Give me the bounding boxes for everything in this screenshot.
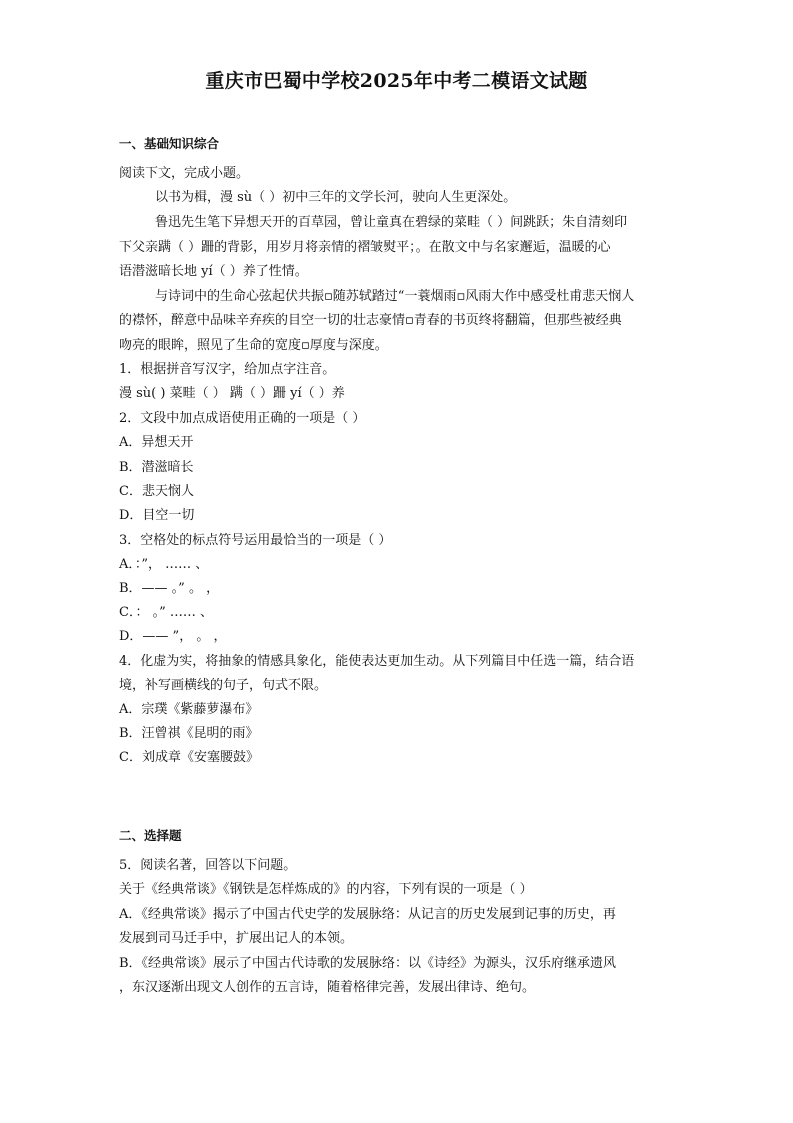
passage-line: 语潜滋暗长地 yí（ ）养了性情。 [119,264,308,279]
passage-line: 吻亮的眼眸，照见了生命的宽度▫厚度与深度。 [119,338,388,353]
question-4-option: C．刘成章《安塞腰鼓》 [119,750,259,765]
question-2: 2．文段中加点成语使用正确的一项是（ ） [119,411,366,426]
question-1: 1．根据拼音写汉字，给加点字注音。 [119,362,336,377]
section-heading-basics: 一、基础知识综合 [119,136,220,151]
document-title: 重庆市巴蜀中学校2025年中考二模语文试题 [205,70,588,92]
question-4: 4．化虚为实，将抽象的情感具象化，能使表达更加生动。从下列篇目中任选一篇，结合语 [119,654,635,669]
question-5-stem: 关于《经典常谈》《钢铁是怎样炼成的》的内容，下列有误的一项是（ ） [119,882,533,897]
reading-instruction: 阅读下文，完成小题。 [119,166,250,181]
question-3-option: D．—— ”， 。 ， [119,629,227,644]
question-3-option: B．—— 。” 。 ， [119,581,220,596]
passage-line: 下父亲蹒（ ）跚的背影，用岁月将亲情的褶皱熨平；。在散文中与名家邂逅，温暖的心 [119,240,611,255]
question-3: 3．空格处的标点符号运用最恰当的一项是（ ） [119,533,392,548]
question-5-option-b-cont: ，东汉逐渐出现文人创作的五言诗，随着格律完善，发展出律诗、绝句。 [119,980,536,995]
question-2-option: C．悲天悯人 [119,484,194,499]
question-5-option-a-cont: 发展到司马迁手中，扩展出记人的本领。 [119,931,354,946]
question-1-blanks: 漫 sù( ) 菜畦（ ） 蹒（ ）跚 yí（ ）养 [119,386,345,401]
question-2-option: A．异想天开 [119,435,194,450]
passage-line: 鲁迅先生笔下异想天开的百草园，曾让童真在碧绿的菜畦（ ）间跳跃；朱自清刻印 [155,215,628,230]
question-5-option-a: A．《经典常谈》揭示了中国古代史学的发展脉络：从记言的历史发展到记事的历史，再 [119,907,616,922]
passage-line: 以书为楫，漫 sù（ ）初中三年的文学长河，驶向人生更深处。 [155,190,517,205]
question-3-option: A．：”， …… 、 [119,557,209,572]
section-heading-choice: 二、选择题 [119,828,182,843]
question-2-option: D．目空一切 [119,508,195,523]
passage-line: 与诗词中的生命心弦起伏共振▫随苏轼踏过“一蓑烟雨▫风雨大作中感受杜甫悲天悯人 [155,289,635,304]
passage-line: 的襟怀，醉意中品味辛弃疾的目空一切的壮志豪情▫青春的书页终将翻篇，但那些被经典 [119,313,622,328]
question-4-option: B．汪曾祺《昆明的雨》 [119,726,259,741]
question-3-option: C．： 。” …… 、 [119,605,213,620]
question-4-option: A．宗璞《紫藤萝瀑布》 [119,702,259,717]
question-5-option-b: B．《经典常谈》展示了中国古代诗歌的发展脉络：以《诗经》为源头，汉乐府继承遗风 [119,956,617,971]
question-2-option: B．潜滋暗长 [119,460,194,475]
question-4-cont: 境，补写画横线的句子，句式不限。 [119,678,328,693]
question-5: 5．阅读名著，回答以下问题。 [119,858,297,873]
